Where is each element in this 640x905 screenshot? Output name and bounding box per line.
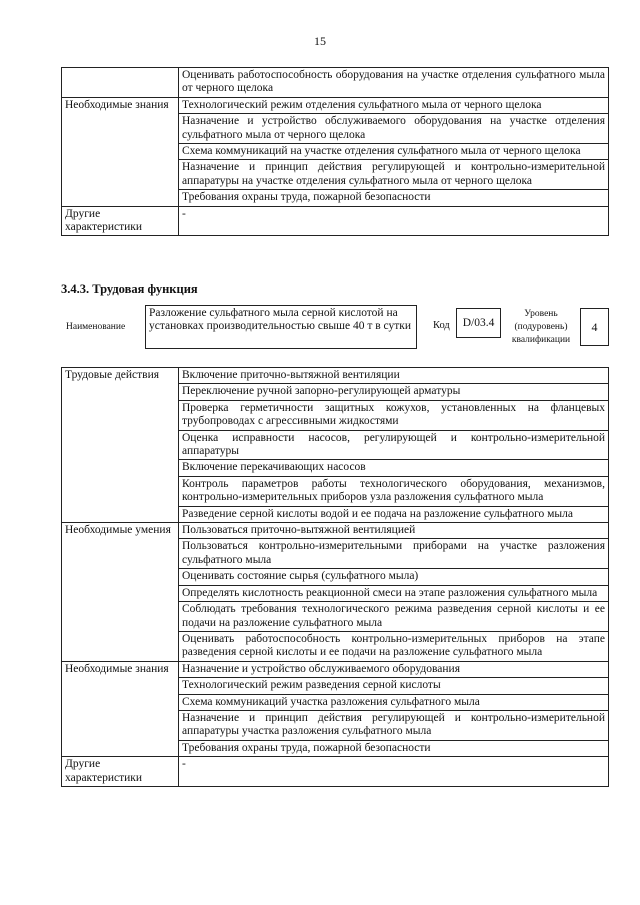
table-cell: - — [179, 757, 609, 787]
table-cell: Оценивать работоспособность контрольно-измерительных приборов на этапе разведения серной кислоты и ее подачи на разложение сульфатного мыла — [179, 631, 609, 661]
knowledge-label: Необходимые знания — [62, 661, 179, 756]
table-cell: Назначение и устройство обслуживаемого оборудования на участке отделения сульфатного мыла от черного щелока — [179, 114, 609, 144]
name-value-box: Разложение сульфатного мыла серной кислотой на установках производительностью свыше 40 т в сутки — [145, 305, 417, 349]
table-cell: Оценивать состояние сырья (сульфатного мыла) — [179, 569, 609, 585]
table-cell: - — [179, 206, 609, 236]
table-cell: Переключение ручной запорно-регулирующей арматуры — [179, 384, 609, 400]
table-cell: Пользоваться контрольно-измерительными приборами на участке разложения сульфатного мыла — [179, 539, 609, 569]
knowledge-label: Необходимые знания — [62, 97, 179, 206]
table-row — [62, 68, 609, 98]
table-row — [62, 757, 609, 787]
table-cell: Требования охраны труда, пожарной безопасности — [179, 190, 609, 206]
table-cell: Пользоваться приточно-вытяжной вентиляцией — [179, 523, 609, 539]
table-row — [62, 97, 609, 113]
skills-label: Необходимые умения — [62, 523, 179, 662]
knowledge-table-continued — [61, 67, 609, 236]
table-cell: Назначение и принцип действия регулирующей и контрольно-измерительной аппаратуры на участке отделения сульфатного мыла от черного щелока — [179, 160, 609, 190]
table-cell: Схема коммуникаций на участке отделения сульфатного мыла от черного щелока — [179, 144, 609, 160]
table-cell: Оценивать работоспособность оборудования на участке отделения сульфатного мыла от черного щелока — [179, 68, 609, 98]
actions-label: Трудовые действия — [62, 368, 179, 523]
labor-function-table — [61, 367, 609, 787]
code-label: Код — [433, 320, 450, 331]
other-characteristics-label: Другие характеристики — [62, 757, 179, 787]
table-cell: Назначение и устройство обслуживаемого оборудования — [179, 661, 609, 677]
table-cell: Разведение серной кислоты водой и ее подача на разложение сульфатного мыла — [179, 506, 609, 522]
table-cell: Контроль параметров работы технологического оборудования, механизмов, контрольно-измерительных приборов узла разложения сульфатного мыла — [179, 476, 609, 506]
table-cell: Схема коммуникаций участка разложения сульфатного мыла — [179, 694, 609, 710]
table-cell: Включение перекачивающих насосов — [179, 460, 609, 476]
table-row — [62, 206, 609, 236]
level-value-box: 4 — [580, 308, 609, 346]
table-row — [62, 661, 609, 677]
table-cell: Технологический режим разведения серной кислоты — [179, 678, 609, 694]
table-cell: Проверка герметичности защитных кожухов, установленных на фланцевых трубопроводах с агрессивными жидкостями — [179, 400, 609, 430]
code-value-box: D/03.4 — [456, 308, 501, 338]
page-number: 15 — [314, 34, 326, 48]
section-title: 3.4.3. Трудовая функция — [61, 282, 198, 296]
table-cell: Соблюдать требования технологического режима разведения серной кислоты и ее подачи на разложение сульфатного мыла — [179, 602, 609, 632]
table-cell: Назначение и принцип действия регулирующей и контрольно-измерительной аппаратуры участка разложения сульфатного мыла — [179, 710, 609, 740]
level-label: Уровень (подуровень) квалификации — [511, 309, 571, 345]
empty-label-cell — [62, 68, 179, 98]
table-cell: Оценка исправности насосов, регулирующей и контрольно-измерительной аппаратуры — [179, 430, 609, 460]
table-cell: Технологический режим отделения сульфатного мыла от черного щелока — [179, 97, 609, 113]
table-row — [62, 523, 609, 539]
table-row — [62, 368, 609, 384]
table-cell: Определять кислотность реакционной смеси на этапе разложения сульфатного мыла — [179, 585, 609, 601]
name-label: Наименование — [66, 322, 126, 332]
table-cell: Требования охраны труда, пожарной безопасности — [179, 740, 609, 756]
table-cell: Включение приточно-вытяжной вентиляции — [179, 368, 609, 384]
other-characteristics-label: Другие характеристики — [62, 206, 179, 236]
